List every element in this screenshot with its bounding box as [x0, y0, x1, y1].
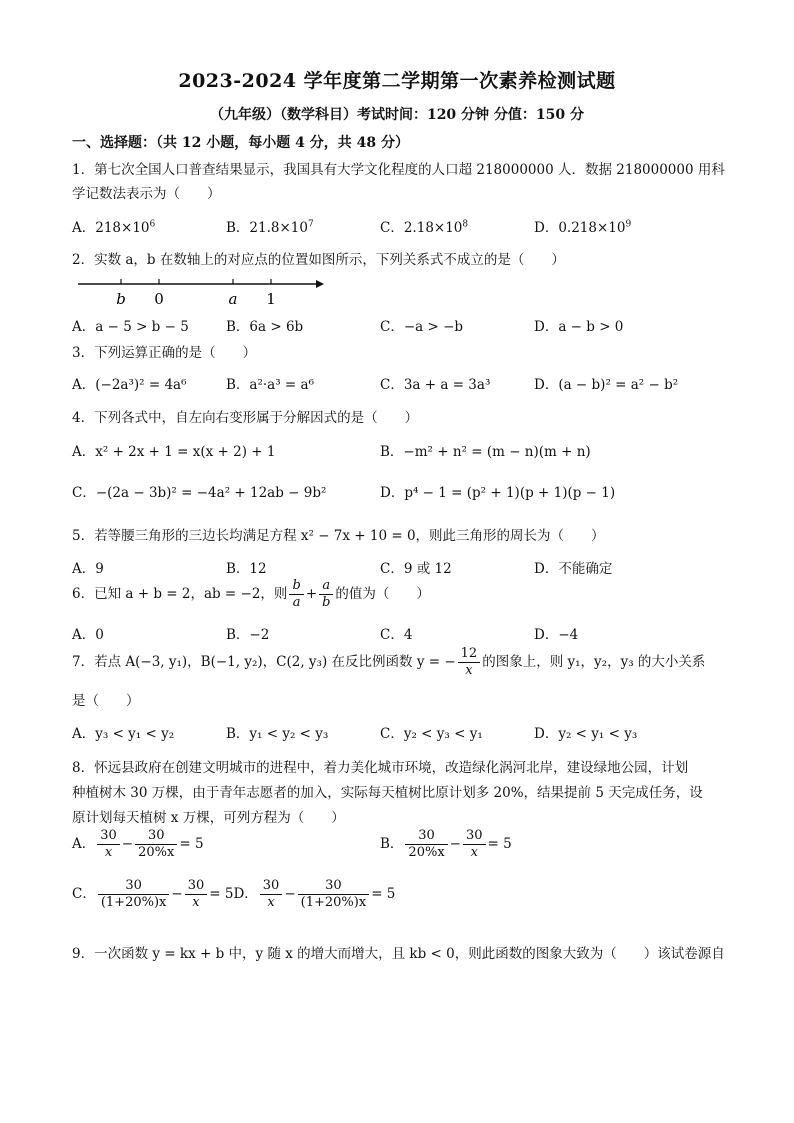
q3-option-a: A．(−2a³)² = 4a⁶	[72, 377, 187, 393]
q1-option-d	[534, 216, 631, 236]
q1-stem-line2: 学记数法表示为（ ）	[72, 186, 221, 202]
q8-c-frac2	[185, 878, 208, 911]
q3-stem: 3．下列运算正确的是（ ）	[72, 345, 257, 361]
q6-stem-pre: 6．已知 a + b = 2，ab = −2，则	[72, 586, 288, 602]
q8-b-frac2	[463, 828, 486, 861]
q7-stem-post: 的图象上，则 y₁，y₂，y₃ 的大小关系	[482, 654, 706, 670]
q8-d-n2: 30	[298, 878, 370, 895]
q8-c-label: C．	[72, 886, 96, 902]
q8-b-d1: 20%x	[408, 845, 445, 860]
q7-option-a: A．y₃ < y₁ < y₂	[72, 726, 175, 742]
label-0: 0	[154, 290, 164, 308]
q1-c-base: 2.18×10	[403, 220, 463, 236]
q8-b-op: −	[449, 836, 461, 852]
q7-stem	[72, 646, 705, 679]
q8-stem-line3: 原计划每天植树 x 万棵，可列方程为（ ）	[72, 810, 345, 826]
q8-d-label: D．	[233, 886, 258, 902]
q2-option-a: A．a − 5 > b − 5	[72, 319, 189, 335]
q1-b-label: B．	[226, 220, 250, 236]
q1-a-exp: 6	[149, 219, 156, 230]
q8-d-op: −	[284, 886, 296, 902]
q8-d-d1: x	[267, 895, 275, 910]
q8-c-n2: 30	[185, 878, 208, 895]
q8-a-eq: = 5	[179, 836, 204, 852]
q1-a-label: A．	[72, 220, 96, 236]
q8-b-frac1	[405, 828, 447, 861]
q4-option-a: A．x² + 2x + 1 = x(x + 2) + 1	[72, 444, 276, 460]
q7-stem-pre: 7．若点 A(−3, y₁)，B(−1, y₂)，C(2, y₃) 在反比例函数 y = −	[72, 654, 456, 670]
q9-stem: 9．一次函数 y = kx + b 中，y 随 x 的增大而增大，且 kb < 0，则此函数的图象大致为（ ）该试卷源自	[72, 946, 725, 962]
q6-option-c: C．4	[380, 627, 413, 643]
q4-option-c: C．−(2a − 3b)² = −4a² + 12ab − 9b²	[72, 485, 327, 501]
q8-c-eq: = 5	[209, 886, 234, 902]
q8-stem-line1: 8．怀远县政府在创建文明城市的进程中，着力美化城市环境，改造绿化涡河北岸，建设绿地公园，计划	[72, 760, 689, 776]
q1-d-exp: 9	[625, 219, 632, 230]
q2-option-c: C．−a > −b	[380, 319, 464, 335]
q4-option-d: D．p⁴ − 1 = (p² + 1)(p + 1)(p − 1)	[380, 485, 616, 501]
q5-option-a: A．9	[72, 561, 104, 577]
q8-option-a	[72, 828, 204, 861]
q4-stem: 4．下列各式中，自左向右变形属于分解因式的是（ ）	[72, 410, 419, 426]
q8-a-d2: 20%x	[138, 845, 175, 860]
q4-option-b: B．−m² + n² = (m − n)(m + n)	[380, 444, 591, 460]
q3-option-d: D．(a − b)² = a² − b²	[534, 377, 679, 393]
q6-plus: +	[305, 586, 318, 602]
q8-b-eq: = 5	[487, 836, 512, 852]
q8-d-frac2	[298, 878, 370, 911]
q8-a-n1: 30	[97, 828, 120, 845]
q3-option-b: B．a²·a³ = a⁶	[226, 377, 314, 393]
exam-title: 2023-2024 学年度第二学期第一次素养检测试题	[178, 70, 616, 92]
q8-d-frac1	[260, 878, 283, 911]
q5-stem: 5．若等腰三角形的三边长均满足方程 x² − 7x + 10 = 0，则此三角形的周长为（ ）	[72, 528, 605, 544]
q8-d-d2: (1+20%)x	[300, 895, 367, 910]
q1-c-exp: 8	[462, 219, 469, 230]
q8-c-d1: (1+20%)x	[100, 895, 167, 910]
q5-option-d: D．不能确定	[534, 561, 613, 577]
q5-option-c: C．9 或 12	[380, 561, 452, 577]
q3-option-c: C．3a + a = 3a³	[380, 377, 491, 393]
q6-f1-den: a	[292, 595, 301, 610]
q8-options-c-d	[72, 878, 395, 911]
q7-f-den: x	[465, 663, 473, 678]
number-line-figure	[76, 276, 326, 308]
q7-stem-line2: 是（ ）	[72, 693, 140, 709]
q6-stem-post: 的值为（ ）	[335, 586, 430, 602]
q6-stem	[72, 578, 430, 611]
q8-d-eq: = 5	[371, 886, 396, 902]
q8-a-n2: 30	[135, 828, 177, 845]
label-1: 1	[266, 290, 276, 308]
q1-c-label: C．	[380, 220, 404, 236]
q8-a-frac2	[135, 828, 177, 861]
q2-option-b: B．6a > 6b	[226, 319, 304, 335]
q6-option-b: B．−2	[226, 627, 270, 643]
q1-d-label: D．	[534, 220, 559, 236]
q1-option-a	[72, 216, 155, 236]
q2-stem: 2．实数 a，b 在数轴上的对应点的位置如图所示，下列关系式不成立的是（ ）	[72, 252, 565, 268]
q8-b-label: B．	[380, 836, 404, 852]
q8-option-b	[380, 828, 512, 861]
q8-a-frac1	[97, 828, 120, 861]
q7-option-b: B．y₁ < y₂ < y₃	[226, 726, 329, 742]
q6-f2-num: a	[319, 578, 333, 595]
q1-stem-line1: 1．第七次全国人口普查结果显示，我国具有大学文化程度的人口超 218000000 人．数据 218000000 用科	[72, 162, 725, 178]
q1-b-exp: 7	[307, 219, 314, 230]
q8-c-frac1	[98, 878, 170, 911]
q1-option-c	[380, 216, 468, 236]
q8-b-n1: 30	[405, 828, 447, 845]
q1-d-base: 0.218×10	[558, 220, 626, 236]
q8-a-op: −	[121, 836, 134, 852]
section-heading: 一、选择题：（共 12 小题，每小题 4 分，共 48 分）	[72, 135, 409, 151]
q8-a-d1: x	[104, 845, 113, 860]
q8-c-op: −	[171, 886, 183, 902]
q8-a-label: A．	[72, 836, 96, 852]
q8-c-d2: x	[192, 895, 200, 910]
q6-f1-num: b	[289, 578, 303, 595]
q7-option-c: C．y₂ < y₃ < y₁	[380, 726, 483, 742]
q1-b-base: 21.8×10	[249, 220, 308, 236]
q8-b-d2: x	[470, 845, 478, 860]
q7-fraction	[458, 646, 481, 679]
exam-subtitle: （九年级）（数学科目）考试时间：120 分钟 分值：150 分	[209, 107, 585, 123]
label-b: b	[116, 290, 126, 308]
q2-option-d: D．a − b > 0	[534, 319, 624, 335]
q1-option-b	[226, 216, 314, 236]
label-a: a	[228, 290, 238, 308]
q6-f2-den: b	[322, 595, 331, 610]
q8-d-n1: 30	[260, 878, 283, 895]
q7-option-d: D．y₂ < y₁ < y₃	[534, 726, 638, 742]
q6-fraction-1	[289, 578, 303, 611]
q5-option-b: B．12	[226, 561, 267, 577]
q8-c-n1: 30	[98, 878, 170, 895]
q8-stem-line2: 种植树木 30 万棵，由于青年志愿者的加入，实际每天植树比原计划多 20%，结果提前 5 天完成任务，设	[72, 785, 703, 801]
q6-fraction-2	[319, 578, 333, 611]
q7-f-num: 12	[458, 646, 481, 663]
q6-option-d: D．−4	[534, 627, 579, 643]
q6-option-a: A．0	[72, 627, 104, 643]
number-line-arrow	[316, 280, 324, 288]
q8-b-n2: 30	[463, 828, 486, 845]
q1-a-base: 218×10	[95, 220, 150, 236]
